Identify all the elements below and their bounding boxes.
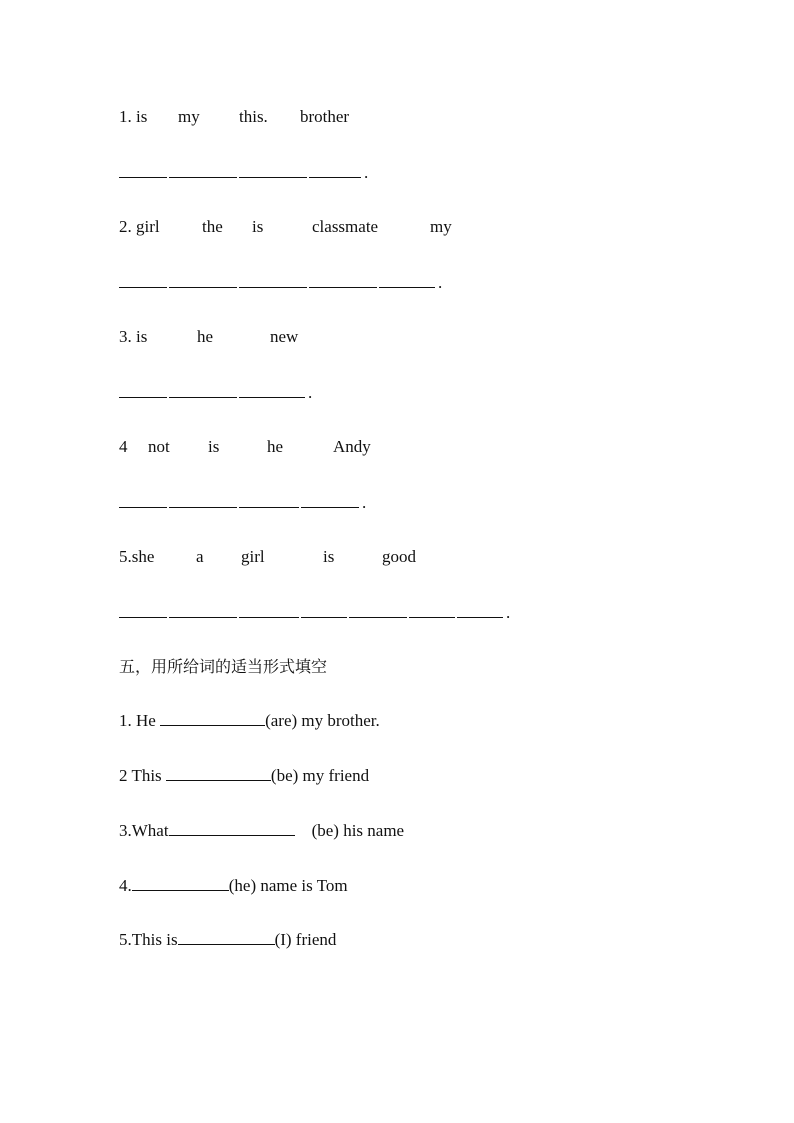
fill-blank[interactable]: [178, 929, 275, 945]
fill-prefix: 2 This: [119, 766, 166, 785]
answer-blank-2[interactable]: [119, 272, 442, 294]
fill-item-1: [119, 710, 380, 732]
word: Andy: [333, 437, 371, 456]
fill-blank[interactable]: [169, 820, 295, 836]
fill-item-2: [119, 765, 369, 787]
answer-blank-4[interactable]: [119, 492, 366, 514]
word: 5.she: [119, 547, 155, 566]
period: .: [506, 603, 511, 622]
word: my: [430, 217, 452, 236]
period: .: [308, 383, 313, 402]
word: is: [323, 547, 335, 566]
fill-blank[interactable]: [160, 710, 265, 726]
word: brother: [300, 107, 350, 126]
fill-prefix: 5.This is: [119, 930, 178, 949]
word: 3. is: [119, 327, 148, 346]
fill-suffix: (he) name is Tom: [228, 876, 348, 895]
period: .: [362, 493, 367, 512]
word: is: [252, 217, 264, 236]
word: my: [178, 107, 200, 126]
word: new: [270, 327, 299, 346]
fill-prefix: 4.: [119, 876, 132, 895]
word: is: [208, 437, 220, 456]
fill-suffix: (are) my brother.: [265, 711, 380, 730]
fill-suffix: (be) my friend: [270, 766, 370, 785]
word: 2. girl: [119, 217, 160, 236]
answer-blank-1[interactable]: [119, 162, 368, 184]
answer-blank-3[interactable]: [119, 382, 312, 404]
fill-prefix: 3.What: [119, 821, 169, 840]
word: good: [382, 547, 416, 566]
word: the: [202, 217, 223, 236]
fill-item-5: [119, 929, 336, 951]
word: he: [267, 437, 284, 456]
answer-blank-5[interactable]: [119, 602, 510, 624]
fill-suffix: (be) his name: [311, 821, 405, 840]
word: a: [196, 547, 204, 566]
word: not: [148, 437, 170, 456]
fill-suffix: (I) friend: [274, 930, 337, 949]
fill-item-3: [119, 820, 404, 842]
word: girl: [241, 547, 265, 566]
fill-prefix: 1. He: [119, 711, 161, 730]
word: 1. is: [119, 107, 148, 126]
fill-item-4: [119, 875, 348, 897]
period: .: [438, 273, 443, 292]
word: classmate: [312, 217, 379, 236]
word: 4: [119, 437, 128, 456]
word: this.: [239, 107, 268, 126]
fill-blank[interactable]: [166, 765, 271, 781]
word: he: [197, 327, 214, 346]
fill-blank[interactable]: [132, 875, 229, 891]
section-five-heading: 五，用所给词的适当形式填空: [119, 657, 328, 676]
period: .: [364, 163, 369, 182]
